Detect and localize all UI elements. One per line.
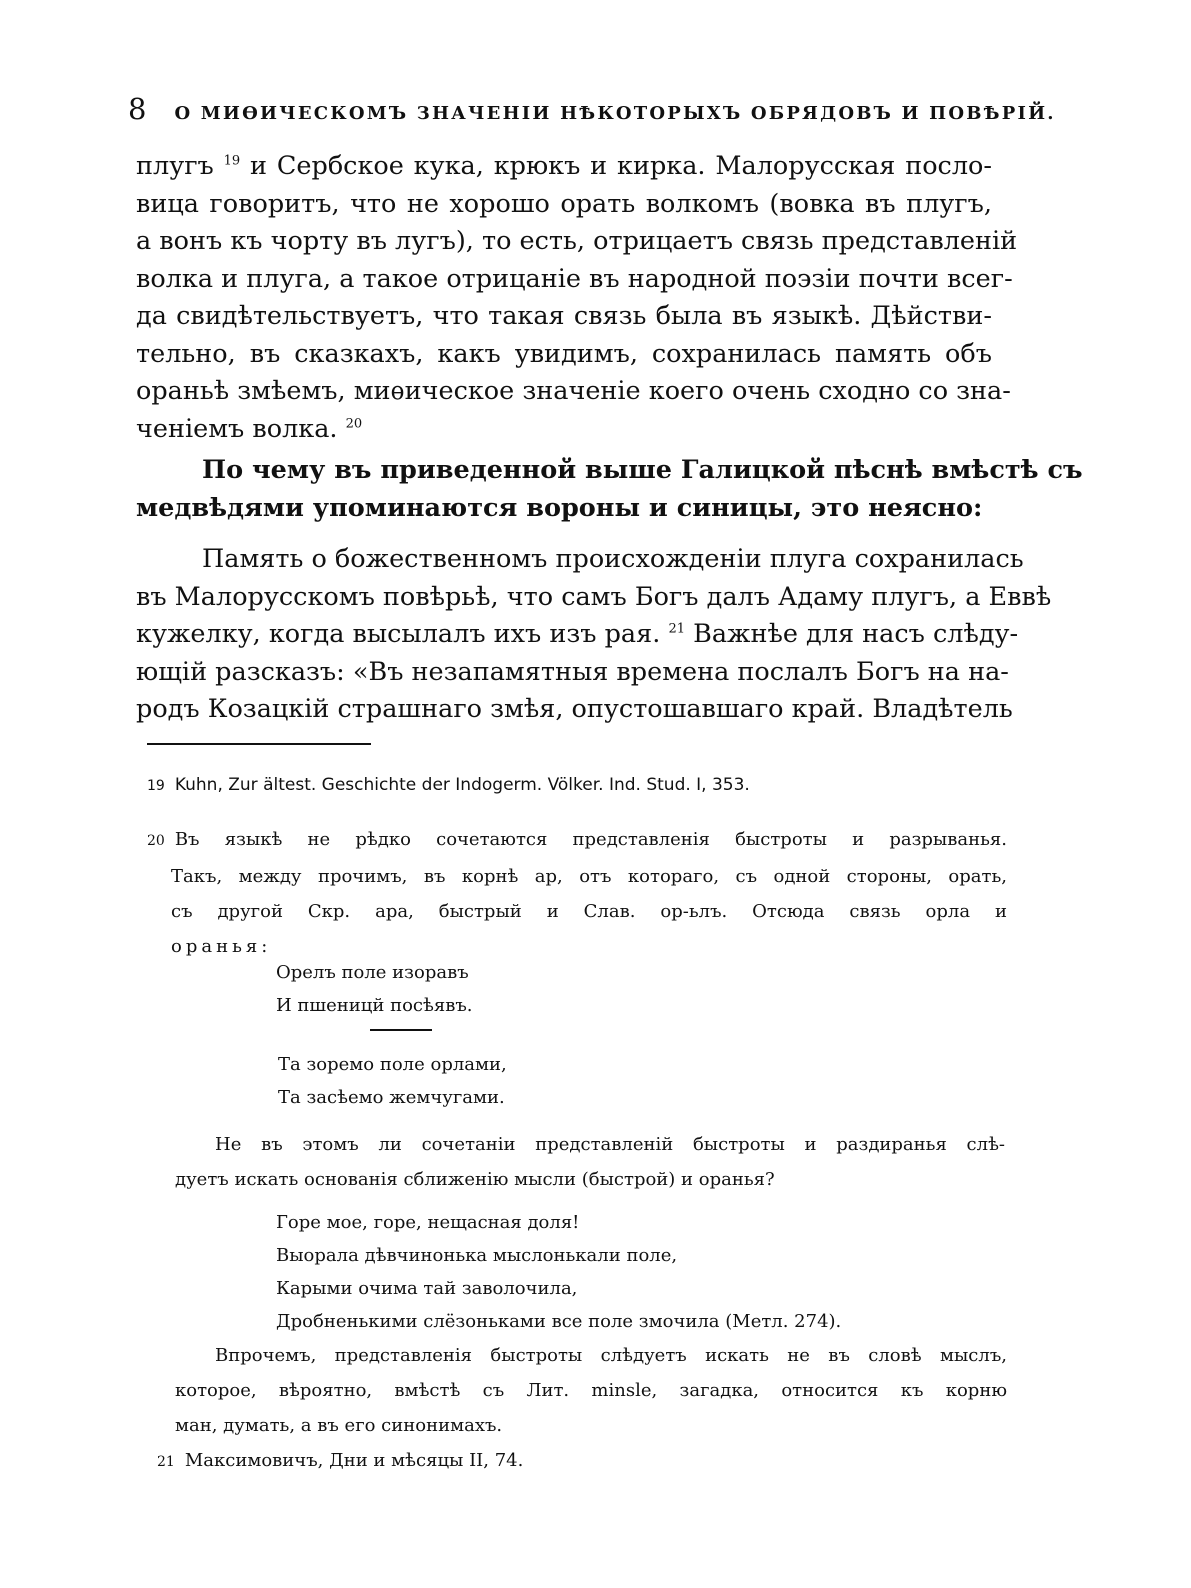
text-line: да свидѣтельствуетъ, что такая связь была въ языкѣ. Дѣйстви- bbox=[136, 301, 992, 331]
verse-line: Выорала дѣвчинонька мыслонькали поле, bbox=[276, 1245, 678, 1266]
verse-line: Та засѣемо жемчугами. bbox=[278, 1087, 505, 1108]
footnote-text: Въ языкѣ не рѣдко сочетаются представленія быстроты и разрыванья. bbox=[174, 829, 1007, 850]
text-line: ющій разсказъ: «Въ незапамятныя времена послалъ Богъ на на- bbox=[136, 656, 1009, 687]
running-header bbox=[128, 92, 1056, 132]
text-line: медвѣдями упоминаются вороны и синицы, это неясно: bbox=[136, 492, 983, 523]
text-line: Память о божественномъ происхожденіи плуга сохранилась bbox=[202, 544, 1024, 574]
footnote-20-end bbox=[175, 1338, 1007, 1443]
footnote-line: Впрочемъ, представленія быстроты слѣдуетъ искать не въ словѣ мыслъ, bbox=[215, 1345, 1007, 1366]
footnote-20-continuation bbox=[175, 1127, 1005, 1197]
text-line: ораньѣ змѣемъ, миѳическое значеніе коего очень сходно со зна- bbox=[136, 376, 1011, 406]
verse-line: Та зоремо поле орлами, bbox=[278, 1054, 507, 1075]
verse-line: Карыми очима тай заволочила, bbox=[276, 1278, 578, 1299]
footnote-ref-19[interactable]: 19 bbox=[223, 153, 241, 169]
verse-separator bbox=[370, 1029, 432, 1031]
text-line: плугъ $^{19}$ и Сербское кука, крюкъ и кирка. Малорусская посло- bbox=[136, 151, 993, 181]
text-line: волка и плуга, а такое отрицаніе въ народной поэзіи почти всег- bbox=[136, 263, 1013, 294]
footnote-text: Kuhn, Zur ältest. Geschichte der Indogerm. Völker. Ind. Stud. I, 353. bbox=[174, 775, 750, 795]
verse-block-3 bbox=[276, 1206, 841, 1338]
verse-block-1 bbox=[276, 956, 473, 1022]
footnote-line: Не въ этомъ ли сочетаніи представленій быстроты и раздиранья слѣ- bbox=[215, 1134, 1005, 1155]
footnote-ref-20[interactable]: 20 bbox=[345, 416, 363, 431]
verse-line: Дробненькими слёзоньками все поле змочила (Метл. 274). bbox=[276, 1311, 842, 1332]
footnote-line: ман, думать, а въ его синонимахъ. bbox=[175, 1415, 503, 1436]
text-line: тельно, въ сказкахъ, какъ увидимъ, сохранилась память объ bbox=[136, 338, 992, 369]
verse-line: Горе мое, горе, нещасная доля! bbox=[276, 1212, 580, 1233]
text-line: вица говоритъ, что не хорошо орать волкомъ (вовка въ плугъ, bbox=[136, 188, 992, 219]
footnote-number: 21 bbox=[157, 1454, 175, 1470]
verse-line: Орелъ поле изоравъ bbox=[276, 962, 469, 983]
text-line: родъ Козацкій страшнаго змѣя, опустошавшаго край. Владѣтель bbox=[136, 694, 1013, 724]
text-line: кужелку, когда высылалъ ихъ изъ рая. $^{21}$ Важнѣе для насъ слѣду- bbox=[136, 619, 1019, 649]
footnote-line: дуетъ искать основанія сближенію мысли (быстрой) и оранья? bbox=[175, 1169, 775, 1190]
paragraph-1 bbox=[136, 148, 1018, 448]
text-line: въ Малорусскомъ повѣрьѣ, что самъ Богъ далъ Адаму плугъ, а Еввѣ bbox=[136, 581, 1052, 612]
footnote-line: оранья: bbox=[171, 936, 272, 957]
footnote-ref-21[interactable]: 21 bbox=[668, 621, 685, 637]
paragraph-3 bbox=[136, 541, 1052, 729]
footnote-separator bbox=[147, 743, 371, 745]
running-title: О МИѲИЧЕСКОМЪ ЗНАЧЕНІИ НѢКОТОРЫХЪ ОБРЯДОВЪ И ПОВѢРІЙ. bbox=[174, 103, 1056, 124]
page-number: 8 bbox=[128, 92, 147, 126]
footnote-text: Максимовичъ, Дни и мѣсяцы II, 74. bbox=[184, 1450, 524, 1471]
footnote-number: 19 bbox=[147, 778, 165, 794]
paragraph-2 bbox=[136, 452, 1083, 527]
footnote-line: съ другой Скр. ара, быстрый и Слав. ор-ьлъ. Отсюда связь орла и bbox=[171, 901, 1007, 922]
footnote-20 bbox=[147, 822, 1007, 964]
text-line: а вонъ къ чорту въ лугъ), то есть, отрицаетъ связь представленій bbox=[136, 226, 1018, 256]
text-line: ченіемъ волка. $^{20}$ bbox=[136, 413, 363, 444]
footnote-number: 20 bbox=[147, 833, 165, 849]
footnote-line: которое, вѣроятно, вмѣстѣ съ Лит. minsle, загадка, относится къ корню bbox=[175, 1380, 1007, 1401]
verse-line: И пшеницй посѣявъ. bbox=[276, 995, 473, 1016]
footnote-21 bbox=[157, 1443, 1017, 1480]
text-line: По чему въ приведенной выше Галицкой пѣснѣ вмѣстѣ съ bbox=[202, 455, 1083, 485]
footnote-19 bbox=[147, 768, 1007, 804]
footnote-line: Такъ, между прочимъ, въ корнѣ ар, отъ котораго, съ одной стороны, орать, bbox=[171, 866, 1007, 887]
verse-block-2 bbox=[278, 1048, 507, 1114]
